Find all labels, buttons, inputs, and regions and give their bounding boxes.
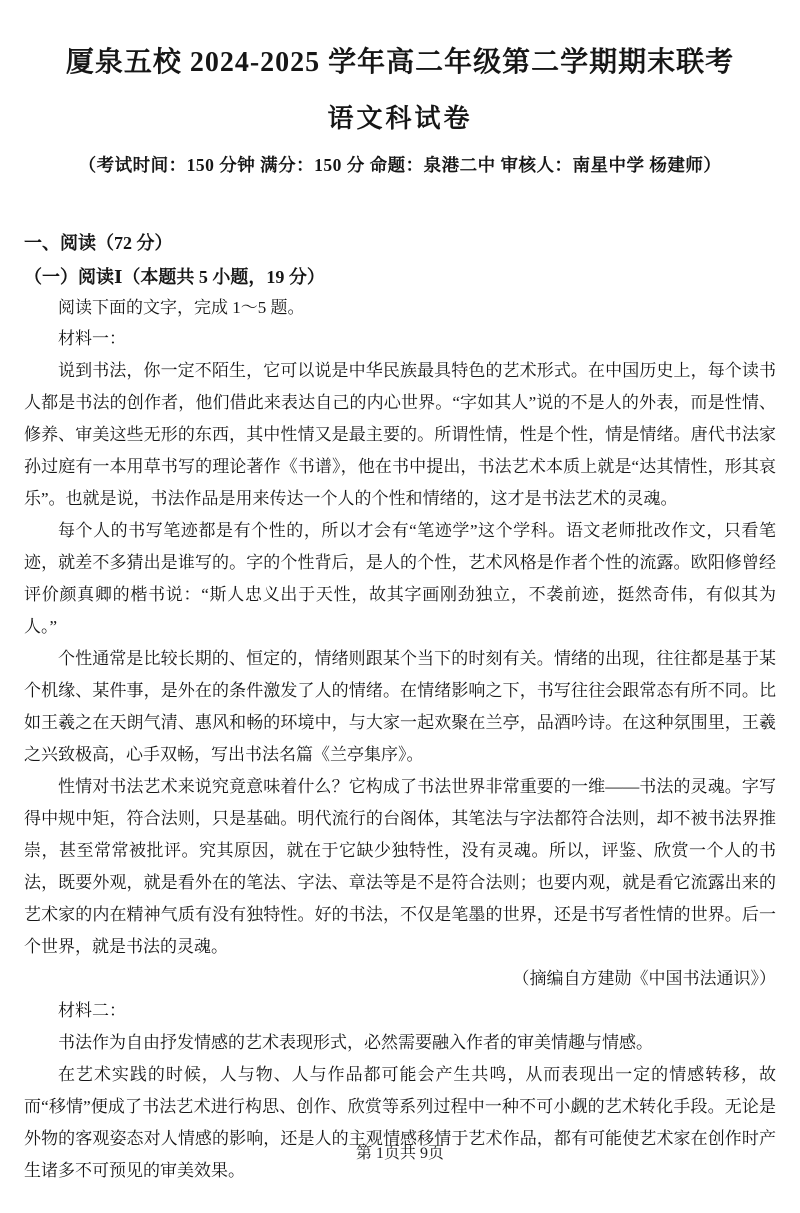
material-two-paragraph: 在艺术实践的时候，人与物、人与作品都可能会产生共鸣，从而表现出一定的情感转移，故而“移情”便成了书法艺术进行构思、创作、欣赏等系列过程中一种不可小觑的艺术转化手段。无论是外物的客观姿态对人情感的影响，还是人的主观情感移情于艺术作品，都有可能使艺术家在创作时产生诸多不可预见的审美效果。: [24, 1064, 776, 1180]
page-subtitle: 语文科试卷: [327, 103, 473, 133]
page-number-footer: 第 1页共 9页: [355, 1145, 444, 1162]
material-two-label: 材料二：: [58, 1000, 126, 1020]
exam-info-line: （考试时间：150 分钟 满分：150 分 命题：泉港二中 审核人：南星中学 杨建师）: [78, 154, 722, 175]
material-one-label: 材料一：: [58, 328, 126, 348]
section-heading-reading: 一、阅读（72 分）: [24, 232, 173, 253]
exam-content: [24, 227, 776, 1187]
material-one-paragraph: 说到书法，你一定不陌生，它可以说是中华民族最具特色的艺术形式。在中国历史上，每个读书人都是书法的创作者，他们借此来表达自己的内心世界。“字如其人”说的不是人的外表，而是性情、修养、审美这些无形的东西，其中性情又是最主要的。所谓性情，性是个性，情是情绪。唐代书法家孙过庭有一本用草书写的理论著作《书谱》，他在书中提出，书法艺术本质上就是“达其情性，形其哀乐”。也就是说，书法作品是用来传达一个人的个性和情绪的，这才是书法艺术的灵魂。: [24, 360, 776, 508]
page-title: 厦泉五校 2024-2025 学年高二年级第二学期期末联考: [65, 47, 735, 78]
material-one-paragraph: 性情对书法艺术来说究竟意味着什么？它构成了书法世界非常重要的一维——书法的灵魂。字写得中规中矩，符合法则，只是基础。明代流行的台阁体，其笔法与字法都符合法则，却不被书法界推崇，甚至常常被批评。究其原因，就在于它缺少独特性，没有灵魂。所以，评鉴、欣赏一个人的书法，既要外观，就是看外在的笔法、字法、章法等是不是符合法则；也要内观，就是看它流露出来的艺术家的内在精神气质有没有独特性。好的书法，不仅是笔墨的世界，还是书写者性情的世界。后一个世界，就是书法的灵魂。: [24, 776, 776, 956]
material-one-paragraph: 个性通常是比较长期的、恒定的，情绪则跟某个当下的时刻有关。情绪的出现，往往都是基于某个机缘、某件事，是外在的条件激发了人的情绪。在情绪影响之下，书写往往会跟常态有所不同。比如王羲之在天朗气清、惠风和畅的环境中，与大家一起欢聚在兰亭，品酒吟诗。在这种氛围里，王羲之兴致极高，心手双畅，写出书法名篇《兰亭集序》。: [24, 648, 776, 764]
material-two-paragraph: 书法作为自由抒发情感的艺术表现形式，必然需要融入作者的审美情趣与情感。: [58, 1032, 653, 1052]
material-one-attribution: （摘编自方建勋《中国书法通识》）: [512, 968, 776, 988]
instruction-text: 阅读下面的文字，完成 1～5 题。: [58, 297, 305, 317]
subsection-heading-reading-one: （一）阅读Ⅰ（本题共 5 小题，19 分）: [24, 266, 325, 287]
material-one-paragraph: 每个人的书写笔迹都是有个性的，所以才会有“笔迹学”这个学科。语文老师批改作文，只看笔迹，就差不多猜出是谁写的。字的个性背后，是人的个性，艺术风格是作者个性的流露。欧阳修曾经评价颜真卿的楷书说：“斯人忠义出于天性，故其字画刚劲独立，不袭前迹，挺然奇伟，有似其为人。”: [24, 520, 776, 636]
